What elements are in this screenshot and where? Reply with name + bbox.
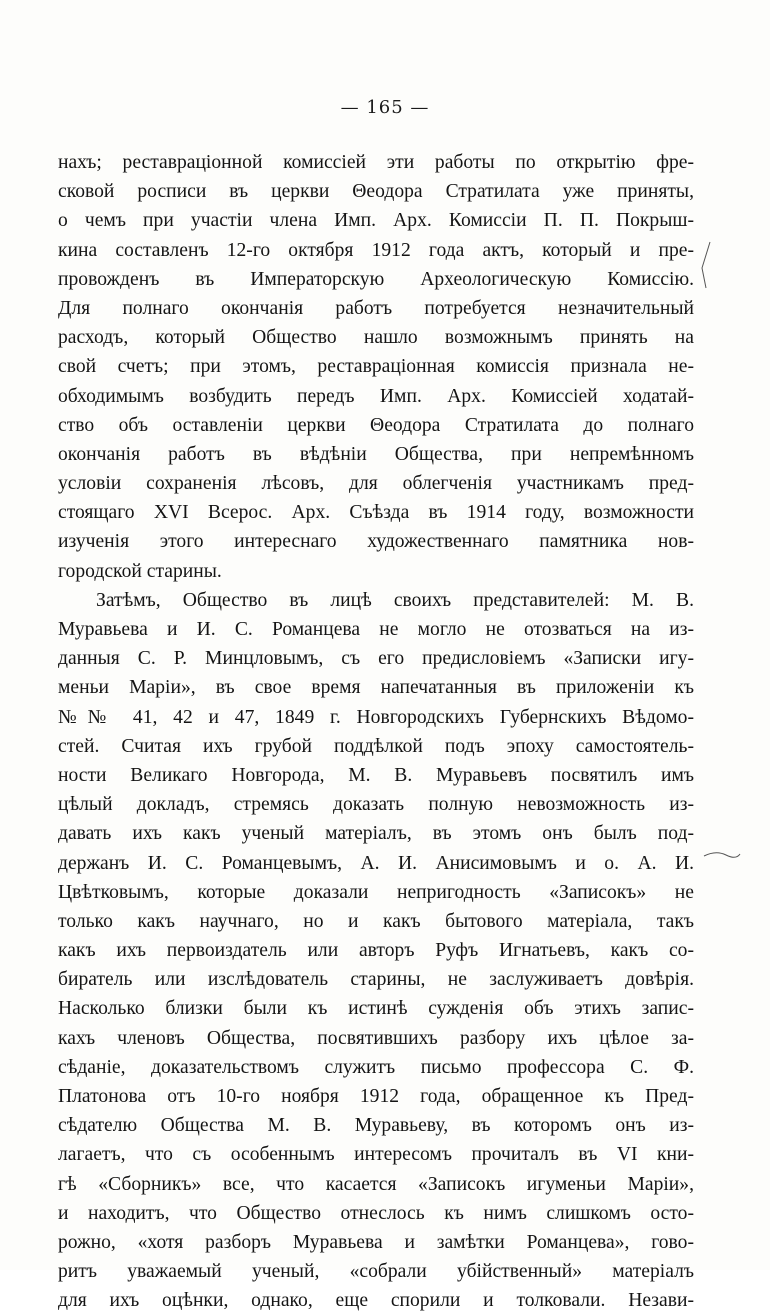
text-line: рожно, «хотя разборъ Муравьева и замѣтки Романцева», гово- [58,1231,694,1253]
text-line: Насколько близки были къ истинѣ сужденія объ этихъ запис- [58,998,694,1020]
text-line: сковой росписи въ церкви Θеодора Стратилата уже приняты, [58,181,694,203]
text-line: Платонова отъ 10-го ноября 1912 года, обращенное къ Пред- [58,1086,694,1107]
text-line: о чемъ при участіи члена Имп. Арх. Комиссіи П. П. Покрыш- [58,210,694,232]
text-line: данныя С. Р. Минцловымъ, съ его предисловіемъ «Записки игу- [58,648,694,670]
text-line: ности Великаго Новгорода, М. В. Муравьевъ посвятилъ имъ [58,764,694,786]
text-line: свой счетъ; при этомъ, реставраціонная комиссія признала не- [58,356,694,378]
text-line: Муравьева и И. С. Романцева не могло не отозваться на из- [58,619,694,640]
text-line: какъ ихъ первоиздатель или авторъ Руфъ Игнатьевъ, какъ со- [58,940,694,962]
text-line: ство объ оставленіи церкви Θеодора Стратилата до полнаго [58,414,694,436]
text-line: ритъ уважаемый ученый, «собрали убійственный» матеріалъ [58,1261,694,1283]
text-line: гѣ «Сборникъ» все, что касается «Записокъ игуменьи Маріи», [58,1173,694,1195]
page-number: — 165 — [340,97,430,118]
text-line: условіи сохраненія лѣсовъ, для облегченія участникамъ пред- [58,473,694,495]
text-line: стей. Считая ихъ грубой поддѣлкой подъ эпоху самостоятель- [58,735,694,757]
text-line: цѣлый докладъ, стремясь доказать полную невозможность из- [58,794,694,816]
text-line: лагаетъ, что съ особеннымъ интересомъ прочиталъ въ VI кни- [58,1144,694,1166]
text-line: окончанія работъ въ вѣдѣніи Общества, при непремѣнномъ [58,443,694,465]
text-line: Для полнаго окончанія работъ потребуется незначительный [58,297,694,319]
text-line: для ихъ оцѣнки, однако, еще спорили и толковали. Незави- [58,1290,694,1312]
text-line: обходимымъ возбудить передъ Имп. Арх. Комиссіей ходатай- [58,385,694,407]
text-line: только какъ научнаго, но и какъ бытового матеріала, такъ [58,910,694,932]
text-line: городской старины. [58,560,222,582]
text-line: биратель или изслѣдователь старины, не заслуживаетъ довѣрія. [58,969,694,991]
text-line: и находитъ, что Общество отнеслось къ нимъ слишкомъ осто- [58,1202,694,1224]
text-line: провожденъ въ Императорскую Археологическую Комиссію. [58,268,694,290]
text-line: Затѣмъ, Общество въ лицѣ своихъ представителей: М. В. [96,589,694,611]
text-line: сѣдателю Общества М. В. Муравьеву, въ которомъ онъ из- [58,1115,694,1137]
text-line: меньи Маріи», въ свое время напечатанныя въ приложеніи къ [58,677,694,699]
text-line: держанъ И. С. Романцевымъ, А. И. Анисимовымъ и о. А. И. [58,852,694,874]
pencil-margin-mark-icon [696,240,716,290]
text-line: изученія этого интереснаго художественнаго памятника нов- [58,531,694,553]
body-text [58,148,694,1316]
text-line: давать ихъ какъ ученый матеріалъ, въ этомъ онъ былъ под- [58,823,694,845]
text-line: сѣданіе, доказательствомъ служитъ письмо профессора С. Ф. [58,1056,694,1078]
text-line: Цвѣтковымъ, которые доказали непригодность «Записокъ» не [58,881,694,903]
text-line: №№ 41, 42 и 47, 1849 г. Новгородскихъ Губернскихъ Вѣдомо- [58,706,694,728]
text-line: расходъ, который Общество нашло возможнымъ принять на [58,327,694,349]
text-line: нахъ; реставраціонной комиссіей эти работы по открытію фре- [58,152,694,173]
pencil-margin-dash-icon [702,846,742,866]
text-line: стоящаго XVI Всерос. Арх. Съѣзда въ 1914 году, возможности [58,502,694,524]
text-line: кахъ членовъ Общества, посвятившихъ разбору ихъ цѣлое за- [58,1027,694,1049]
text-line: кина составленъ 12-го октября 1912 года актъ, который и пре- [58,239,694,261]
